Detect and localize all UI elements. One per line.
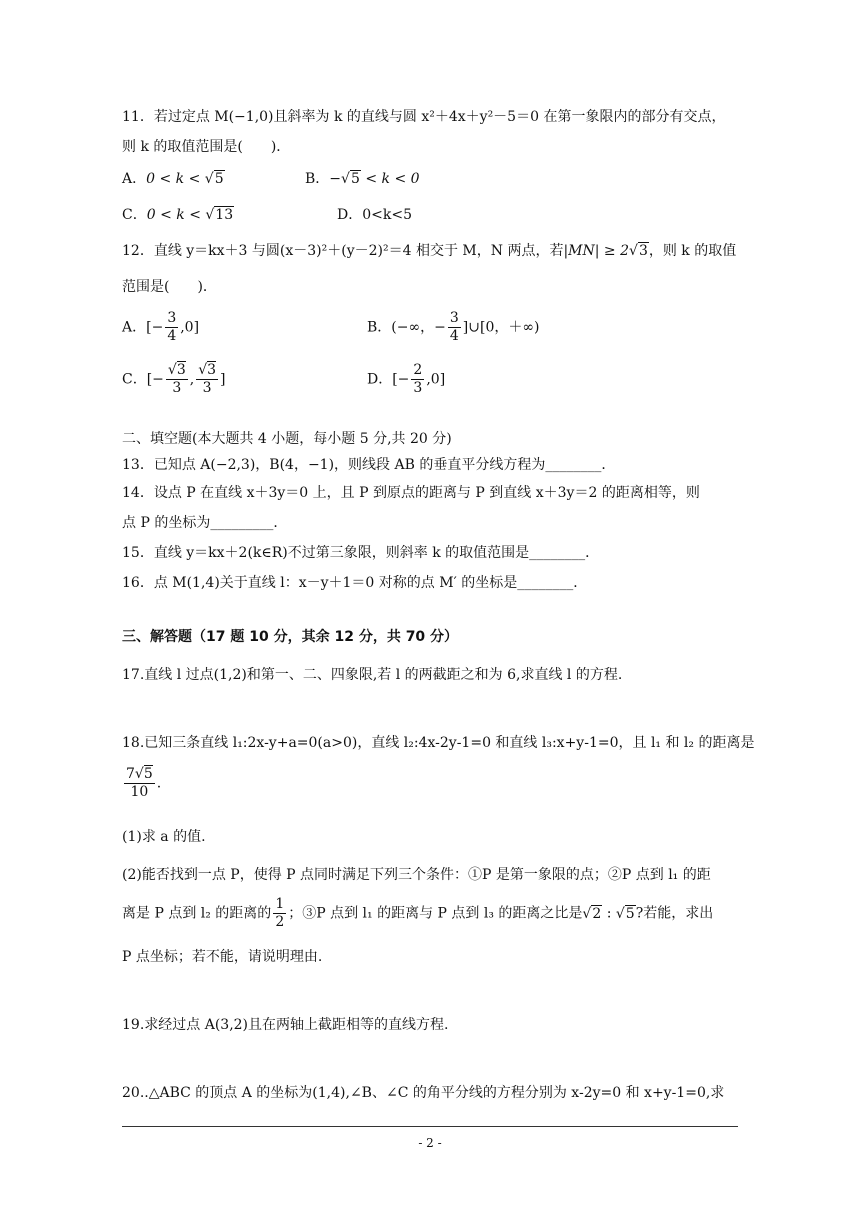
- q12-option-d: [367, 362, 445, 397]
- denominator: 10: [130, 784, 149, 800]
- stem-text: ?若能，求出: [635, 905, 714, 922]
- radicand: 13: [215, 207, 234, 223]
- footer-divider: [122, 1126, 738, 1127]
- sqrt-symbol: √5: [341, 171, 360, 187]
- stem-text: ，则 k 的取值: [648, 243, 737, 259]
- stem-text: 离是 P 点到 l₂ 的距离的: [122, 905, 272, 922]
- q11-option-a: [122, 168, 225, 188]
- denominator: 3: [172, 380, 182, 396]
- q18-distance-fraction: [122, 766, 161, 801]
- sqrt-symbol: √5: [615, 905, 635, 922]
- radicand: 2: [592, 905, 602, 922]
- sqrt-symbol: √3: [629, 243, 648, 259]
- fraction: [273, 896, 286, 931]
- fraction: [124, 766, 155, 801]
- radicand: 3: [638, 243, 648, 259]
- q17: 17.直线 l 过点(1,2)和第一、二、四象限,若 l 的两截距之和为 6,求直线 l 的方程.: [122, 667, 623, 683]
- denominator: 3: [413, 380, 423, 396]
- q12-option-a: [122, 310, 199, 345]
- denominator: 3: [202, 380, 212, 396]
- q20: 20..△ABC 的顶点 A 的坐标为(1,4),∠B、∠C 的角平分线的方程分别为 x-2y=0 和 x+y-1=0,求: [122, 1085, 725, 1101]
- option-label: B．: [305, 171, 330, 187]
- numerator: 3: [167, 310, 177, 326]
- option-text: ,0]: [180, 319, 200, 336]
- q12-stem-line2: 范围是( )．: [122, 279, 217, 295]
- sqrt-symbol: √13: [205, 207, 234, 223]
- q18-line1: 18.已知三条直线 l₁:2x-y+a=0(a>0)，直线 l₂:4x-2y-1=0 和直线 l₃:x+y-1=0，且 l₁ 和 l₂ 的距离是: [122, 735, 755, 751]
- q12-option-c: [122, 362, 226, 397]
- q13: 13．已知点 A(−2,3)，B(4，−1)，则线段 AB 的垂直平分线方程为________．: [122, 457, 616, 473]
- option-label: A．[−: [122, 319, 164, 336]
- option-text: ]: [220, 371, 226, 388]
- q14-line2: 点 P 的坐标为_________．: [122, 515, 288, 531]
- q16: 16．点 M(1,4)关于直线 l：x－y＋1＝0 对称的点 M′ 的坐标是________．: [122, 575, 588, 591]
- fraction: [411, 362, 424, 397]
- option-text: 0 < k <: [146, 207, 206, 223]
- denominator: 2: [275, 914, 285, 930]
- fraction: [165, 310, 178, 345]
- denominator: 4: [167, 328, 177, 344]
- ratio-colon: :: [602, 905, 616, 922]
- section-3-heading: 三、解答题（17 题 10 分，其余 12 分，共 70 分）: [122, 629, 459, 645]
- q18-part1: (1)求 a 的值.: [122, 829, 206, 845]
- option-text: < k < 0: [360, 171, 420, 187]
- math-expr: |MN| ≥ 2: [563, 243, 630, 259]
- sqrt-symbol: √5: [204, 171, 224, 187]
- option-label: B．(−∞，−: [367, 319, 446, 336]
- q18-part2-line1: (2)能否找到一点 P，使得 P 点同时满足下列三个条件：①P 是第一象限的点；②P 点到 l₁ 的距: [122, 867, 711, 883]
- numerator: 7√5: [126, 766, 153, 782]
- q12-stem-line1: [122, 240, 736, 260]
- period: .: [156, 775, 162, 792]
- q11-option-c: [122, 204, 234, 224]
- fraction: [448, 310, 461, 345]
- q18-part2-line2: [122, 896, 713, 931]
- q12-option-b: [367, 310, 539, 345]
- separator: ,: [189, 371, 195, 388]
- q11-stem-line2: 则 k 的取值范围是( )．: [122, 139, 291, 155]
- q11-option-d: D．0<k<5: [337, 207, 412, 223]
- fraction: [166, 362, 188, 397]
- denominator: 4: [449, 328, 459, 344]
- option-label: D．[−: [367, 371, 410, 388]
- option-text: ,0]: [426, 371, 446, 388]
- sqrt-symbol: √2: [582, 905, 602, 922]
- numerator: 2: [413, 362, 423, 378]
- q18-part2-line3: P 点坐标；若不能，请说明理由.: [122, 949, 323, 965]
- numerator: 3: [449, 310, 459, 326]
- numerator: √3: [167, 362, 186, 378]
- option-label: A．: [122, 171, 147, 187]
- section-2-heading: 二、填空题(本大题共 4 小题，每小题 5 分,共 20 分): [122, 431, 452, 447]
- radicand: 3: [207, 362, 217, 378]
- q19: 19.求经过点 A(3,2)且在两轴上截距相等的直线方程.: [122, 1017, 449, 1033]
- q11-option-b: [305, 168, 420, 188]
- option-text: ]∪[0，＋∞): [462, 319, 540, 336]
- stem-text: ；③P 点到 l₁ 的距离与 P 点到 l₃ 的距离之比是: [288, 905, 583, 922]
- numerator: √3: [198, 362, 217, 378]
- q11-stem-line1: 11．若过定点 M(−1,0)且斜率为 k 的直线与圆 x²＋4x＋y²－5＝0 在第一象限内的部分有交点，: [122, 109, 726, 125]
- radicand: 5: [143, 766, 153, 782]
- q15: 15．直线 y＝kx＋2(k∈R)不过第三象限，则斜率 k 的取值范围是________．: [122, 545, 600, 561]
- coefficient: 7: [126, 766, 135, 782]
- radicand: 5: [350, 171, 360, 187]
- option-label: C．[−: [122, 371, 164, 388]
- numerator: 1: [275, 896, 285, 912]
- radicand: 5: [625, 905, 635, 922]
- option-label: C．: [122, 207, 147, 223]
- option-text: 0 < k <: [146, 171, 205, 187]
- fraction: [196, 362, 218, 397]
- stem-text: 12．直线 y＝kx＋3 与圆(x－3)²＋(y－2)²＝4 相交于 M，N 两点，若: [122, 243, 564, 259]
- radicand: 5: [214, 171, 224, 187]
- radicand: 3: [176, 362, 186, 378]
- q14-line1: 14．设点 P 在直线 x＋3y＝0 上，且 P 到原点的距离与 P 到直线 x＋3y＝2 的距离相等，则: [122, 485, 700, 501]
- option-text: −: [329, 171, 342, 187]
- page-number: - 2 -: [418, 1136, 442, 1150]
